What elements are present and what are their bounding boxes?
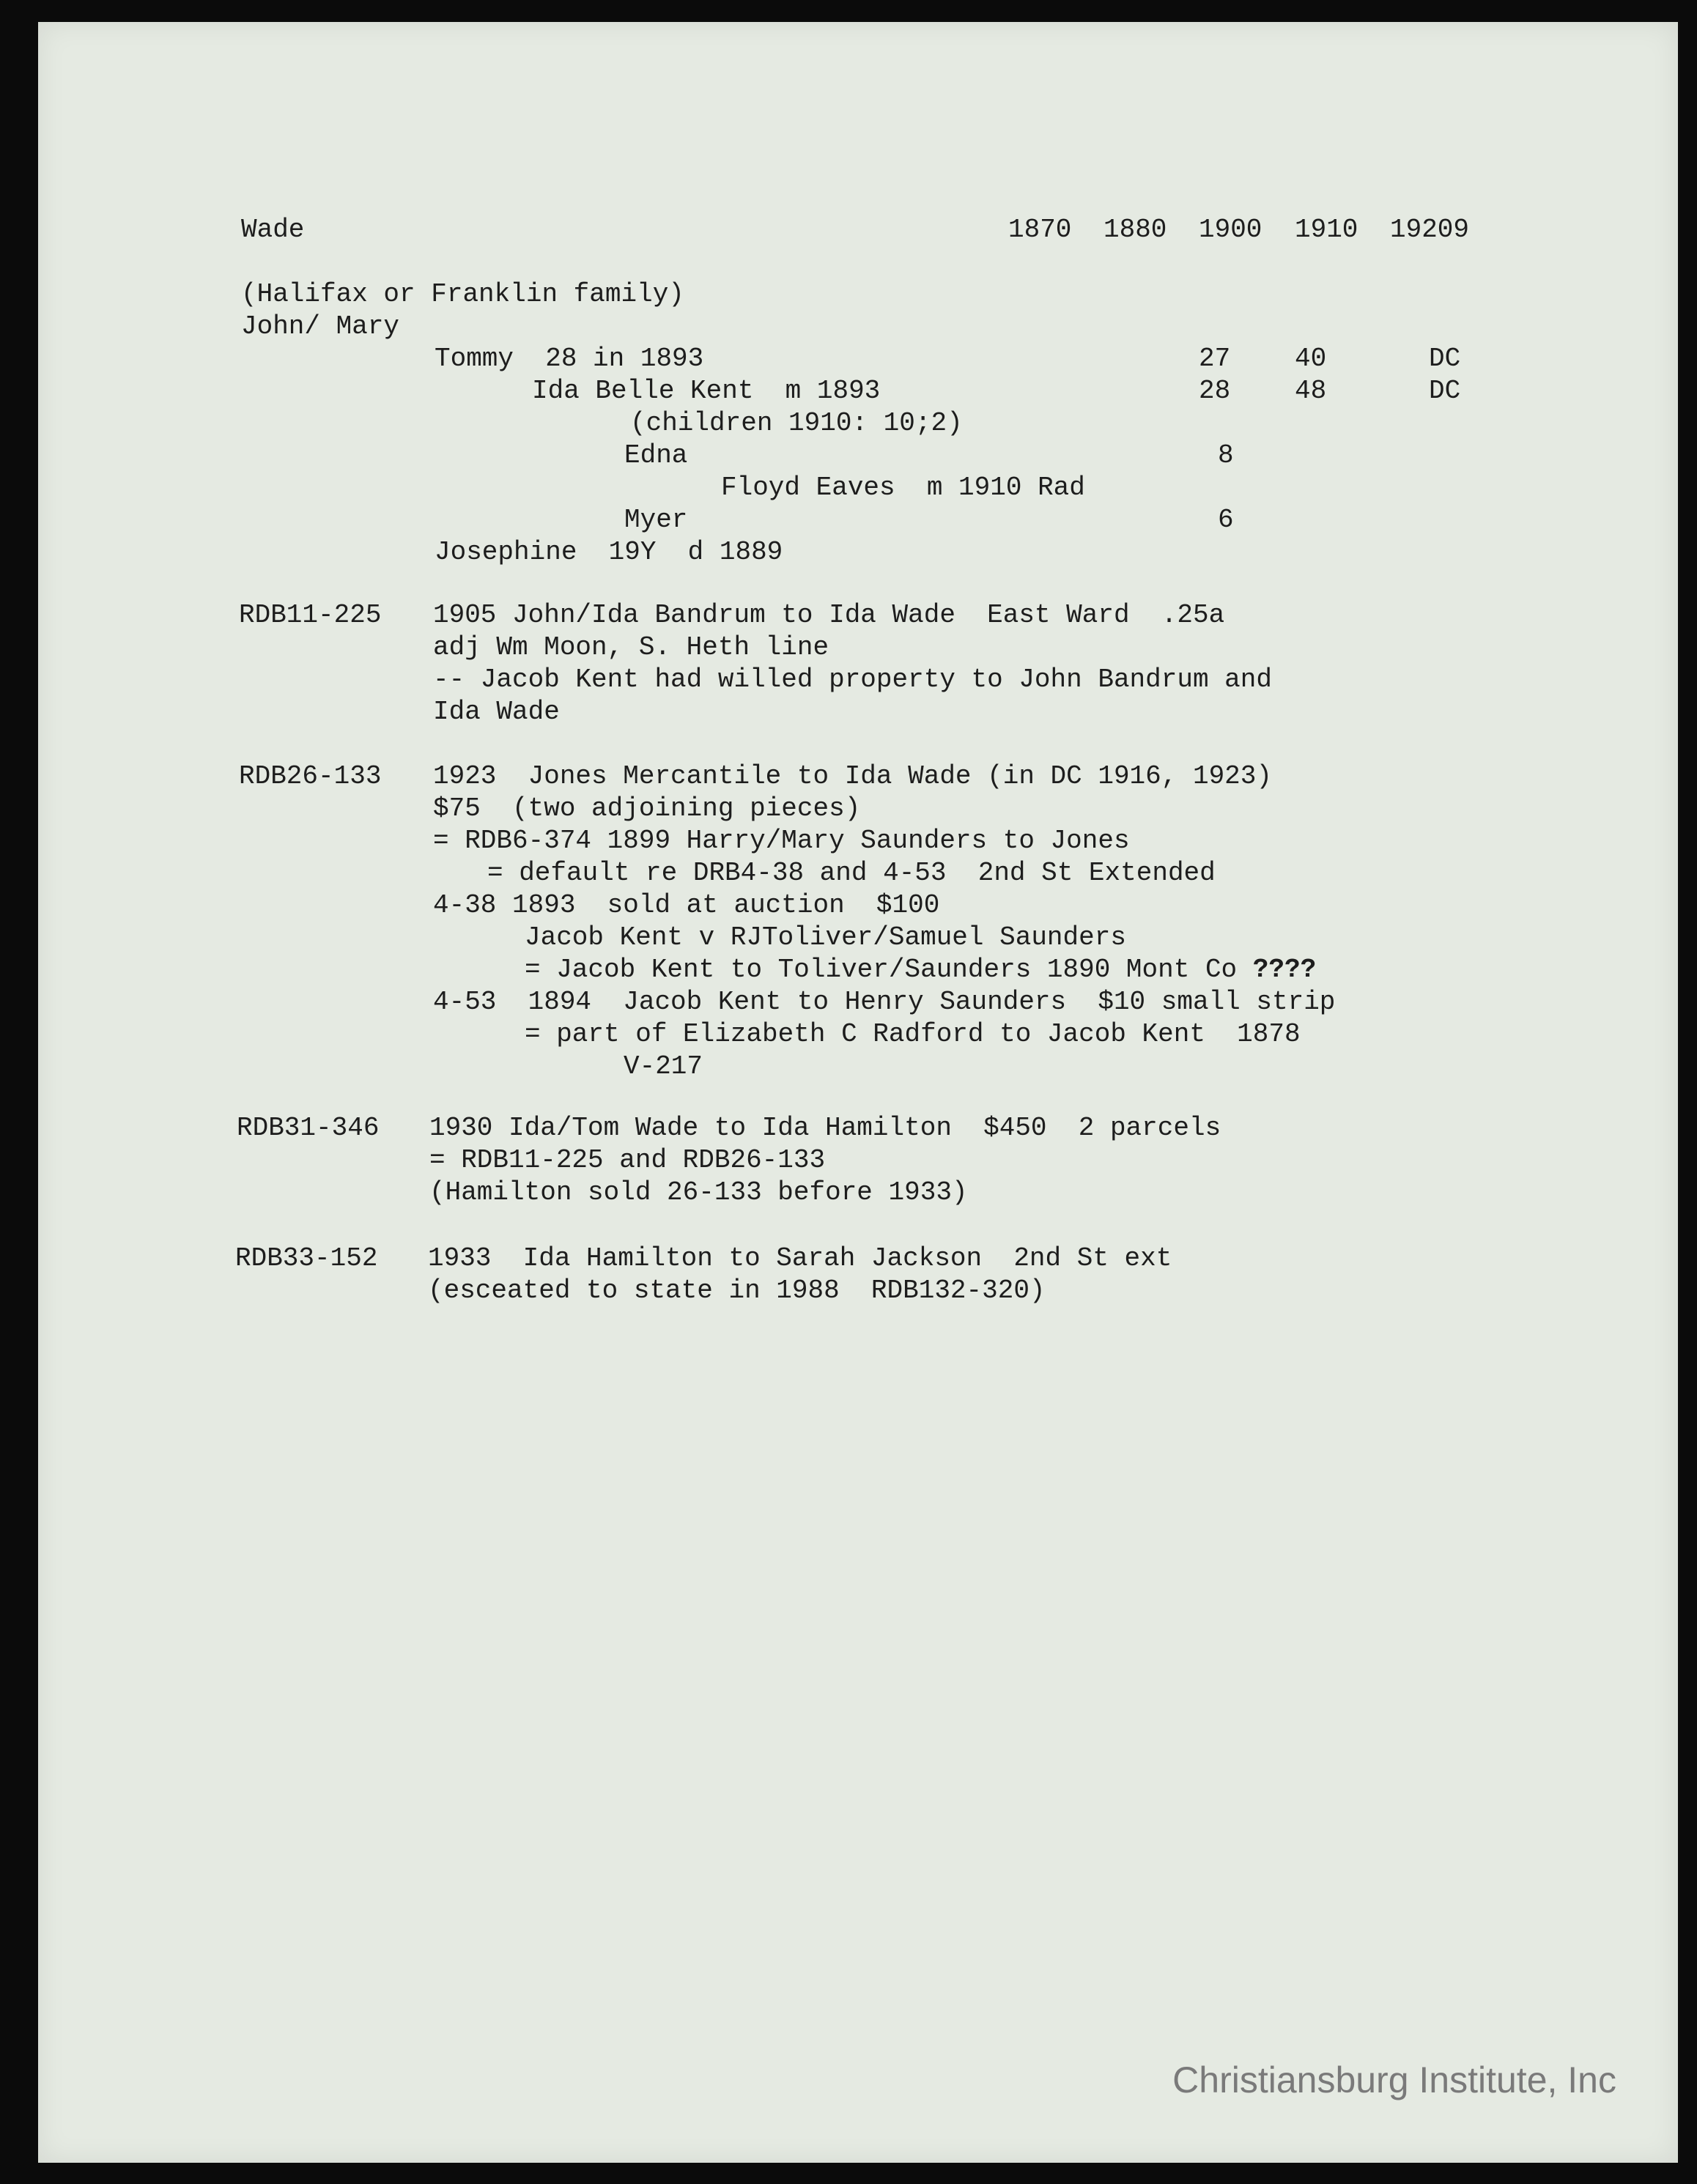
deed-line: Ida Wade — [433, 697, 560, 727]
census-value: 48 — [1295, 376, 1327, 406]
deed-line: = RDB6-374 1899 Harry/Mary Saunders to Jones — [433, 826, 1130, 856]
family-member: Edna — [624, 440, 688, 470]
deed-line: (esceated to state in 1988 RDB132-320) — [428, 1276, 1046, 1306]
family-member: Josephine 19Y d 1889 — [435, 537, 783, 567]
deed-line: (Hamilton sold 26-133 before 1933) — [429, 1177, 968, 1207]
census-year: 1900 — [1199, 215, 1262, 245]
family-parents: John/ Mary — [241, 311, 400, 341]
census-year: 1880 — [1103, 215, 1167, 245]
watermark: Christiansburg Institute, Inc — [1172, 2059, 1616, 2100]
deed-line — [525, 954, 1316, 986]
deed-line-text: = Jacob Kent to Toliver/Saunders 1890 Mont Co — [525, 955, 1253, 985]
deed-reference: RDB31-346 — [237, 1113, 380, 1143]
census-year: 1910 — [1295, 215, 1358, 245]
family-member: Floyd Eaves m 1910 Rad — [721, 473, 1085, 503]
family-note: (children 1910: 10;2) — [630, 408, 963, 438]
deed-line: V-217 — [624, 1051, 703, 1081]
census-value: 28 — [1199, 376, 1231, 406]
deed-reference: RDB33-152 — [235, 1243, 378, 1273]
census-value: 6 — [1218, 505, 1234, 535]
census-value: 8 — [1218, 440, 1234, 470]
deed-line: 4-38 1893 sold at auction $100 — [433, 890, 940, 920]
deed-line: 1930 Ida/Tom Wade to Ida Hamilton $450 2 parcels — [429, 1113, 1221, 1143]
census-year: 1870 — [1008, 215, 1072, 245]
deed-line: 1923 Jones Mercantile to Ida Wade (in DC 1916, 1923) — [433, 761, 1272, 791]
deed-line: = default re DRB4-38 and 4-53 2nd St Extended — [487, 858, 1216, 888]
census-value: DC — [1429, 376, 1461, 406]
census-value: DC — [1429, 344, 1461, 374]
deed-reference: RDB26-133 — [239, 761, 382, 791]
family-member: Myer — [624, 505, 688, 535]
deed-line: 1905 John/Ida Bandrum to Ida Wade East Ward .25a — [433, 600, 1225, 630]
deed-line: = part of Elizabeth C Radford to Jacob Kent 1878 — [525, 1019, 1301, 1049]
uncertain-mark: ???? — [1252, 955, 1317, 985]
census-value: 40 — [1295, 344, 1327, 374]
family-member: Tommy 28 in 1893 — [435, 344, 704, 374]
deed-reference: RDB11-225 — [239, 600, 382, 630]
family-origin: (Halifax or Franklin family) — [241, 279, 684, 309]
surname-heading: Wade — [241, 215, 305, 245]
deed-line: = RDB11-225 and RDB26-133 — [429, 1145, 826, 1175]
deed-line: -- Jacob Kent had willed property to John Bandrum and — [433, 665, 1272, 695]
deed-line: $75 (two adjoining pieces) — [433, 793, 861, 823]
family-member: Ida Belle Kent m 1893 — [532, 376, 881, 406]
deed-line: Jacob Kent v RJToliver/Samuel Saunders — [525, 922, 1126, 952]
census-year: 19209 — [1390, 215, 1470, 245]
census-value: 27 — [1199, 344, 1231, 374]
deed-line: 4-53 1894 Jacob Kent to Henry Saunders $10 small strip — [433, 987, 1336, 1017]
deed-line: 1933 Ida Hamilton to Sarah Jackson 2nd St ext — [428, 1243, 1172, 1273]
deed-line: adj Wm Moon, S. Heth line — [433, 632, 829, 662]
